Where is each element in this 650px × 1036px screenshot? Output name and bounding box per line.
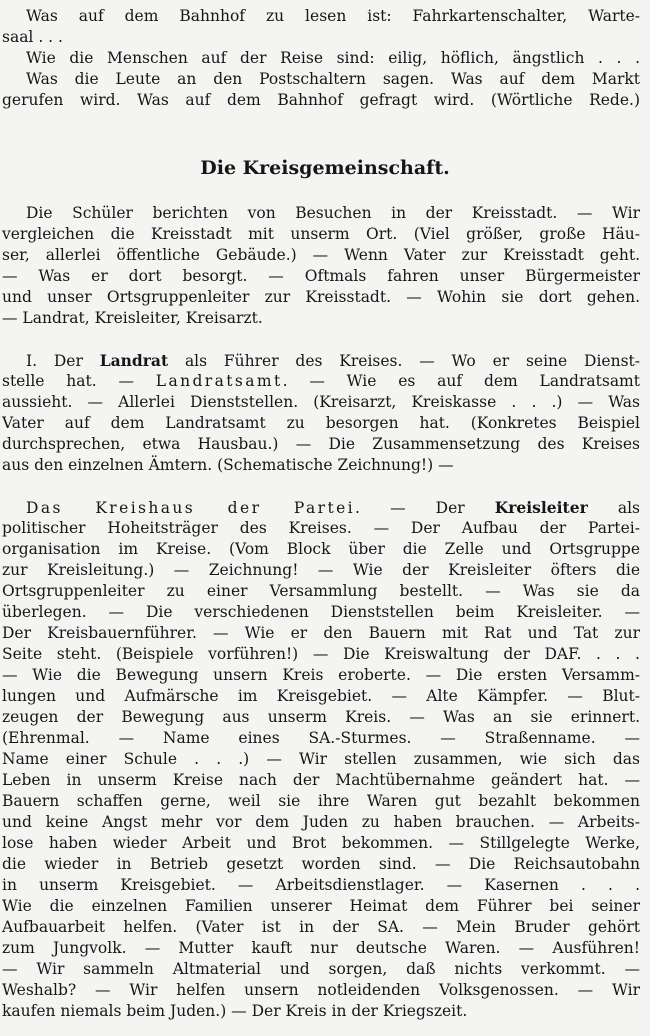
paragraph-line: Leben in unserm Kreise nach der Machtübernahme geändert hat. — — [2, 771, 640, 789]
paragraph-line: Weshalb? — Wir helfen unsern notleidenden Volksgenossen. — Wir — [2, 981, 640, 999]
paragraph-line: Aufbauarbeit helfen. (Vater ist in der SA. — Mein Bruder gehört — [2, 918, 640, 936]
paragraph-line: Seite steht. (Beispiele vorführen!) — Die Kreiswaltung der DAF. . . . — [2, 645, 640, 663]
intro-line: Was auf dem Bahnhof zu lesen ist: Fahrkartenschalter, Warte- — [26, 7, 640, 25]
text-span: als — [587, 499, 641, 517]
paragraph-line: vergleichen die Kreisstadt mit unserm Ort. (Viel größer, große Häu- — [2, 225, 640, 243]
paragraph-line: politischer Hoheitsträger des Kreises. — Der Aufbau der Partei- — [2, 519, 640, 537]
paragraph-line: aussieht. — Allerlei Dienststellen. (Kreisarzt, Kreiskasse . . .) — Was — [2, 393, 640, 411]
text-span: stelle hat. — — [2, 372, 156, 390]
paragraph-line: — Was er dort besorgt. — Oftmals fahren unser Bürgermeister — [2, 267, 640, 285]
paragraph-line: und keine Angst mehr vor dem Juden zu haben brauchen. — Arbeits- — [2, 813, 640, 831]
spaced-term: Das Kreishaus der Partei — [26, 499, 356, 517]
paragraph-line: Die Schüler berichten von Besuchen in der Kreisstadt. — Wir — [26, 204, 640, 222]
paragraph-line — [26, 497, 640, 519]
paragraph-line: lose haben wieder Arbeit und Brot bekommen. — Stillgelegte Werke, — [2, 834, 640, 852]
paragraph-line: — Landrat, Kreisleiter, Kreisarzt. — [2, 309, 263, 327]
intro-line: gerufen wird. Was auf dem Bahnhof gefragt wird. (Wörtliche Rede.) — [2, 91, 640, 109]
paragraph-line: zur Kreisleitung.) — Zeichnung! — Wie der Kreisleiter öfters die — [2, 561, 640, 579]
intro-line: Was die Leute an den Postschaltern sagen. Was auf dem Markt — [26, 70, 640, 88]
paragraph-line: Der Kreisbauernführer. — Wie er den Bauern mit Rat und Tat zur — [2, 624, 640, 642]
paragraph-line: aus den einzelnen Ämtern. (Schematische Zeichnung!) — — [2, 456, 454, 474]
intro-line: saal . . . — [2, 28, 63, 46]
paragraph-line: zum Jungvolk. — Mutter kauft nur deutsche Waren. — Ausführen! — [2, 939, 640, 957]
paragraph-line: Wie die einzelnen Familien unserer Heimat dem Führer bei seiner — [2, 897, 640, 915]
text-span: . — Der — [355, 499, 495, 517]
text-span: als Führer des Kreises. — Wo er seine Dienst- — [168, 352, 640, 370]
intro-line: Wie die Menschen auf der Reise sind: eilig, höflich, ängstlich . . . — [26, 49, 640, 67]
paragraph-line: kaufen niemals beim Juden.) — Der Kreis in der Kriegszeit. — [2, 1002, 468, 1020]
bold-term: Landrat — [99, 351, 169, 370]
paragraph-line — [26, 350, 640, 372]
paragraph-line: ser, allerlei öffentliche Gebäude.) — Wenn Vater zur Kreisstadt geht. — [2, 246, 640, 264]
paragraph-line: und unser Ortsgruppenleiter zur Kreisstadt. — Wohin sie dort gehen. — [2, 288, 640, 306]
paragraph-line: lungen und Aufmärsche im Kreisgebiet. — Alte Kämpfer. — Blut- — [2, 687, 640, 705]
paragraph-line: durchsprechen, etwa Hausbau.) — Die Zusammensetzung des Kreises — [2, 435, 640, 453]
text-span: . — Wie es auf dem Landratsamt — [282, 372, 640, 390]
spaced-term: Landratsamt — [155, 372, 283, 390]
paragraph-line: organisation im Kreise. (Vom Block über die Zelle und Ortsgruppe — [2, 540, 640, 558]
paragraph-line: — Wie die Bewegung unsern Kreis eroberte. — Die ersten Versamm- — [2, 666, 640, 684]
paragraph-line: (Ehrenmal. — Name eines SA.-Sturmes. — Straßenname. — — [2, 729, 640, 747]
paragraph-line: in unserm Kreisgebiet. — Arbeitsdienstlager. — Kasernen . . . — [2, 876, 640, 894]
paragraph-line: — Wir sammeln Altmaterial und sorgen, daß nichts verkommt. — — [2, 960, 640, 978]
paragraph-line: Bauern schaffen gerne, weil sie ihre Waren gut bezahlt bekommen — [2, 792, 640, 810]
paragraph-line: Name einer Schule . . .) — Wir stellen zusammen, wie sich das — [2, 750, 640, 768]
paragraph-line: überlegen. — Die verschiedenen Dienststellen beim Kreisleiter. — — [2, 603, 640, 621]
text-span: I. Der — [26, 352, 100, 370]
paragraph-line: Ortsgruppenleiter zu einer Versammlung bestellt. — Was sie da — [2, 582, 640, 600]
paragraph-line: die wieder in Betrieb gesetzt worden sind. — Die Reichsautobahn — [2, 855, 640, 873]
section-heading: Die Kreisgemeinschaft. — [200, 157, 450, 179]
paragraph-line — [2, 371, 640, 392]
paragraph-line: Vater auf dem Landratsamt zu besorgen hat. (Konkretes Beispiel — [2, 414, 640, 432]
paragraph-line: zeugen der Bewegung aus unserm Kreis. — Was an sie erinnert. — [2, 708, 640, 726]
bold-term: Kreisleiter — [494, 498, 588, 517]
